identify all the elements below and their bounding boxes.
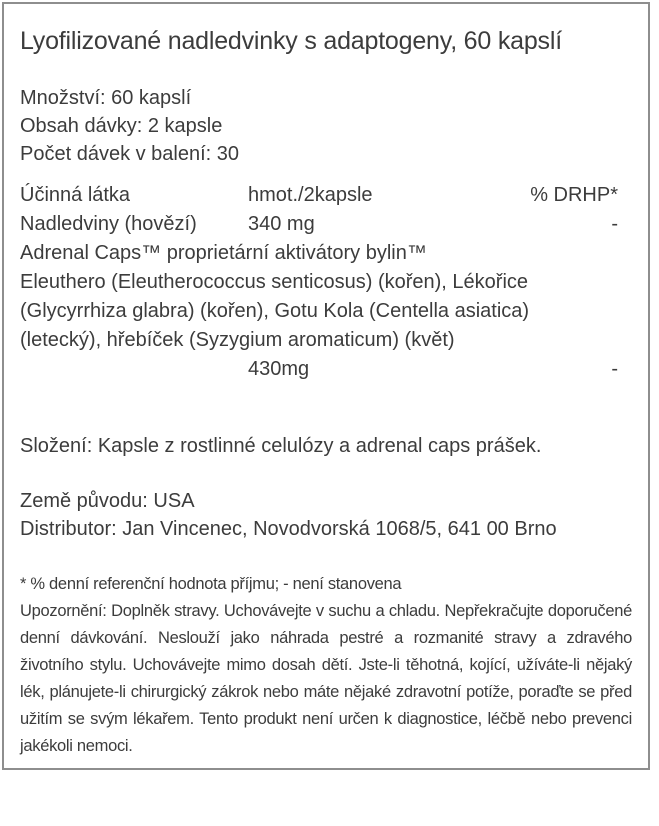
warning-paragraph: Upozornění: Doplněk stravy. Uchovávejte v suchu a chladu. Nepřekračujte doporučené denní dávkování. Neslouží jako náhrada pestré a rozmanité stravy a zdravého životního stylu. Uchovávejte mimo dosah dětí. Jste-li těhotná, kojící, užíváte-li nějaký lék, plánujete-li chirurgický zákrok nebo máte nějaké zdravotní potíže, poraďte se před užitím se svým lékařem. Tento produkt není určen k diagnostice, léčbě nebo prevenci jakékoli nemoci.: [20, 602, 632, 755]
blend-empty-cell: [20, 355, 248, 384]
distributor-line: Distributor: Jan Vincenec, Novodvorská 1068/5, 641 00 Brno: [20, 518, 557, 540]
origin-distributor-block: [20, 487, 632, 543]
ingredient-amount: 340 mg: [248, 213, 315, 235]
composition-line: Složení: Kapsle z rostlinné celulózy a adrenal caps prášek.: [20, 435, 542, 457]
blend-amount: 430mg: [248, 358, 310, 380]
blend-ingredients-line: (letecký), hřebíček (Syzygium aromaticum) (květ): [20, 329, 455, 351]
column-header-weight-per-2-capsules: hmot./2kapsle: [248, 184, 373, 206]
product-title: Lyofilizované nadledvinky s adaptogeny, 60 kapslí: [20, 27, 562, 55]
fine-print-block: [20, 571, 632, 760]
ingredient-drhp-value: -: [611, 213, 618, 235]
product-info-block: [20, 84, 632, 168]
table-row-blend-amount: [20, 355, 632, 384]
dose-content-line: Obsah dávky: 2 kapsle: [20, 115, 223, 137]
table-header-row: [20, 181, 632, 210]
column-header-drhp-percent: % DRHP*: [530, 184, 618, 206]
product-label: [2, 2, 650, 770]
column-header-active-ingredient: Účinná látka: [20, 184, 131, 206]
blend-ingredients-line: Eleuthero (Eleutherococcus senticosus) (kořen), Lékořice: [20, 271, 529, 293]
drhp-footnote: * % denní referenční hodnota příjmu; - není stanovena: [20, 575, 402, 593]
ingredient-name: Nadledviny (hovězí): [20, 213, 197, 235]
blend-title-line: Adrenal Caps™ proprietární aktivátory bylin™: [20, 242, 427, 264]
blend-drhp-value: -: [611, 358, 618, 380]
table-row-adrenals: [20, 210, 632, 239]
quantity-line: Množství: 60 kapslí: [20, 87, 192, 109]
active-ingredients-table: [20, 181, 632, 384]
country-of-origin-line: Země původu: USA: [20, 490, 195, 512]
servings-per-pack-line: Počet dávek v balení: 30: [20, 143, 240, 165]
blend-ingredients-line: (Glycyrrhiza glabra) (kořen), Gotu Kola (Centella asiatica): [20, 300, 530, 322]
